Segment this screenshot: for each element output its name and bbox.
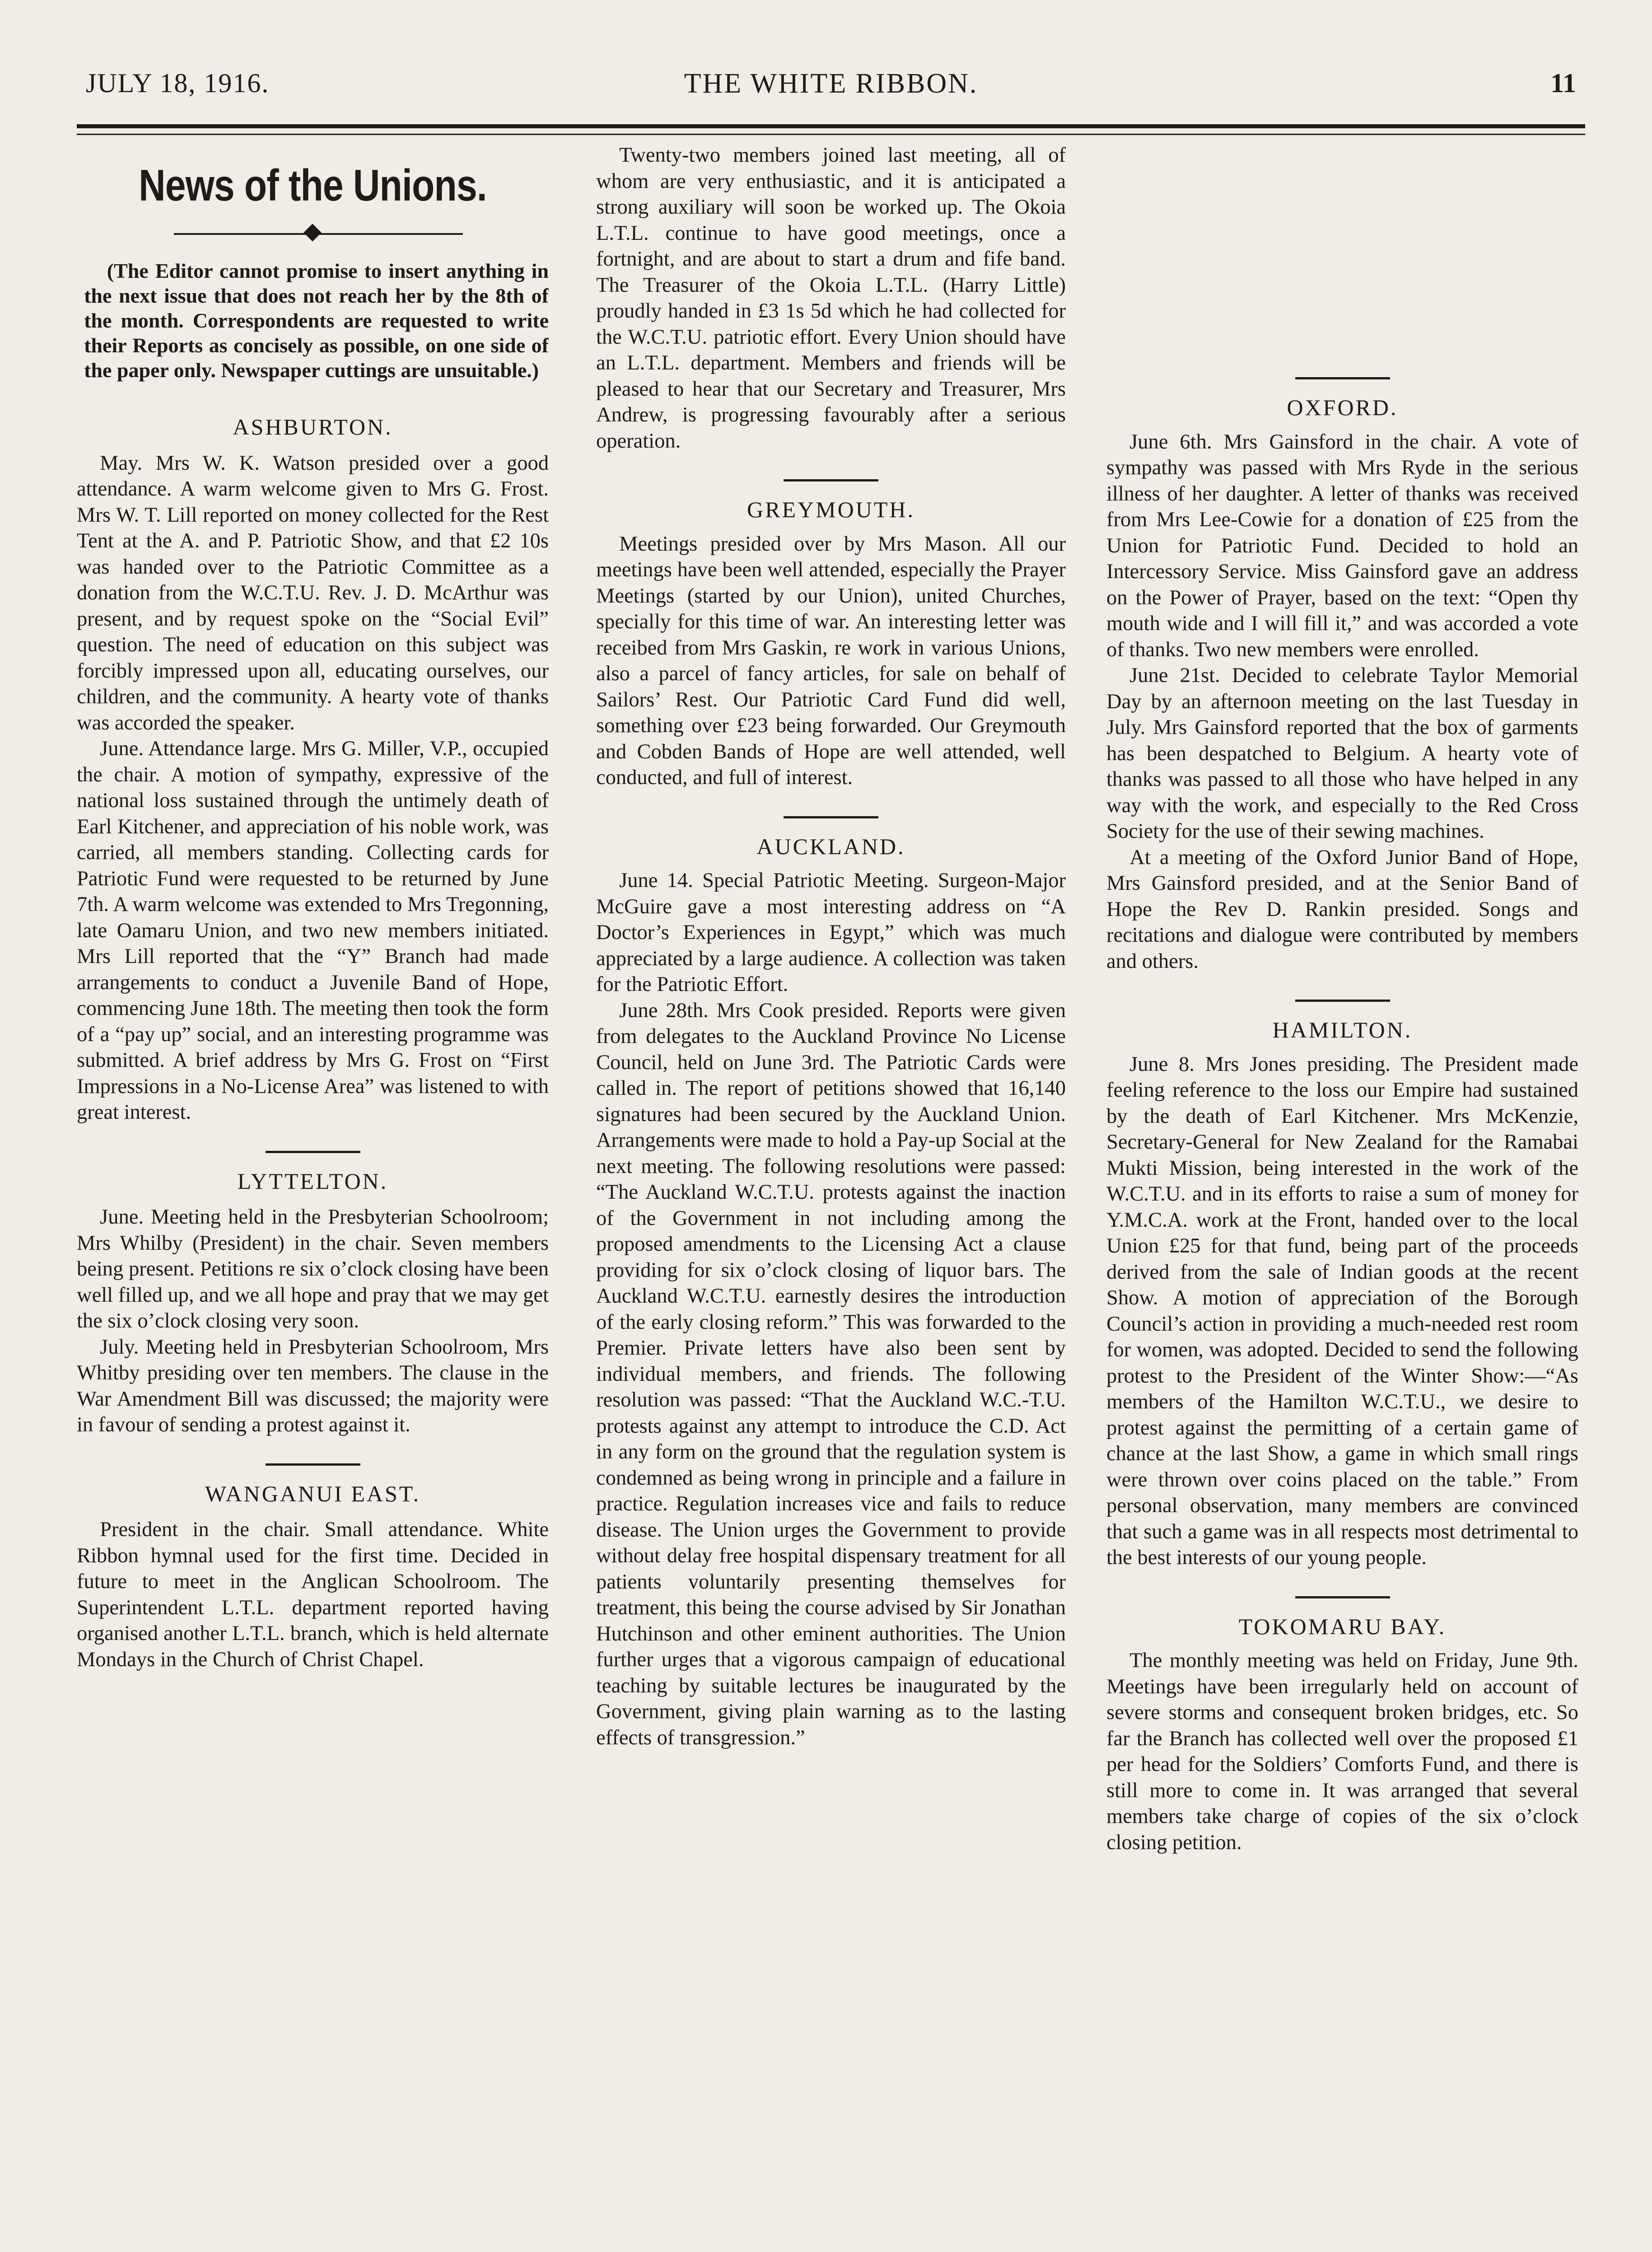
heading-wanganui-east: WANGANUI EAST.: [205, 1481, 421, 1506]
page-header: [86, 68, 1576, 108]
section-divider: [784, 816, 878, 818]
lyttelton-paragraph: June. Meeting held in the Presbyterian Schoolroom; Mrs Whilby (President) in the chair. Seven members being present. Petitions re six o’clock closing have been well filled up, and we all hope and pray that we may get the six o’clock closing very soon.: [77, 1205, 549, 1332]
masthead: THE WHITE RIBBON.: [684, 68, 978, 99]
header-rule-thick: [77, 124, 1585, 128]
editor-note: (The Editor cannot promise to insert anything in the next issue that does not reach her by the 8th of the month. Correspondents are requested to write their Reports as concisely as possible, on one side of the paper only. Newspaper cuttings are unsuitable.): [84, 259, 549, 382]
title-ornament: [77, 225, 549, 243]
auckland-paragraph: June 28th. Mrs Cook presided. Reports were given from delegates to the Auckland Province No License Council, held on June 3rd. The Patriotic Cards were called in. The report of petitions showed that 16,140 signatures had been secured by the Auckland Union. Arrangements were made to hold a Pay-up Social at the next meeting. The following resolutions were passed: “The Auckland W.C.T.U. protests against the inaction of the Government in not including among the proposed amendments to the Licensing Act a clause providing for six o’clock closing of liquor bars. The Auckland W.C.T.U. earnestly desires the introduction of the early closing reform.” This was forwarded to the Premier. Private letters have also been sent by individual members, and friends. The following resolution was passed: “That the Auckland W.C.-T.U. protests against any attempt to introduce the C.D. Act in any form on the ground that the regulation system is condemned as being wrong in principle and a failure in practice. Regulation increases vice and fails to reduce disease. The Union urges the Government to provide without delay free hospital dispensary treatment for all patients voluntarily presenting themselves for treatment, this being the course advised by Sir Jonathan Hutchinson and other eminent authorities. The Union further urges that a vigorous campaign of educational teaching by suitable lectures be inaugurated by the Government, giving plain warning as to the lasting effects of transgression.”: [596, 999, 1066, 1749]
column-3: [1106, 142, 1578, 2220]
ashburton-paragraph: June. Attendance large. Mrs G. Miller, V.P., occupied the chair. A motion of sympathy, expressive of the national loss sustained through the untimely death of Earl Kitchener, and appreciation of his noble work, was carried, all members standing. Collecting cards for Patriotic Fund were requested to be returned by June 7th. A warm welcome was extended to Mrs Tregonning, late Oamaru Union, and two new members initiated. Mrs Lill reported that the “Y” Branch had made arrangements to conduct a Juvenile Band of Hope, commencing June 18th. The meeting then took the form of a “pay up” social, and an interesting programme was submitted. A brief address by Mrs G. Frost on “First Impressions in a No-License Area” was listened to with great interest.: [77, 737, 549, 1124]
oxford-paragraph: June 6th. Mrs Gainsford in the chair. A vote of sympathy was passed with Mrs Ryde in the serious illness of her daughter. A letter of thanks was received from Mrs Lee-Cowie for a donation of £25 from the Union for Patriotic Fund. Decided to hold an Intercessory Service. Miss Gainsford gave an address on the Power of Prayer, based on the text: “Open thy mouth wide and I will fill it,” and was accorded a vote of thanks. Two new members were enrolled.: [1106, 430, 1578, 661]
wanganui-east-paragraph: President in the chair. Small attendance. White Ribbon hymnal used for the first time. Decided in future to meet in the Anglican Schoolroom. The Superintendent L.T.L. department reported having organised another L.T.L. branch, which is held alternate Mondays in the Church of Christ Chapel.: [77, 1518, 549, 1671]
auckland-paragraph: June 14. Special Patriotic Meeting. Surgeon-Major McGuire gave a most interesting address on “A Doctor’s Experiences in Egypt,” which was much appreciated by a large audience. A collection was taken for the Patriotic Effort.: [596, 869, 1066, 996]
ashburton-paragraph: May. Mrs W. K. Watson presided over a good attendance. A warm welcome given to Mrs G. Frost. Mrs W. T. Lill reported on money collected for the Rest Tent at the A. and P. Patriotic Show, and that £2 10s was handed over to the Patriotic Committee as a donation from the W.C.T.U. Rev. J. D. McArthur was present, and by request spoke on the “Social Evil” question. The need of education on this subject was forcibly impressed upon all, educating ourselves, our children, and the community. A hearty vote of thanks was accorded the speaker.: [77, 451, 549, 734]
lyttelton-paragraph: July. Meeting held in Presbyterian Schoolroom, Mrs Whitby presiding over ten members. The clause in the War Amendment Bill was discussed; the majority were in favour of sending a protest against it.: [77, 1335, 549, 1436]
section-divider: [1295, 1000, 1390, 1002]
heading-lyttelton: LYTTELTON.: [237, 1168, 388, 1194]
page-number: 11: [1550, 68, 1576, 98]
wanganui-east-paragraph: Twenty-two members joined last meeting, all of whom are very enthusiastic, and it is anticipated a strong auxiliary will soon be worked up. The Okoia L.T.L. continue to have good meetings, once a fortnight, and are about to start a drum and fife band. The Treasurer of the Okoia L.T.L. (Harry Little) proudly handed in £3 1s 5d which he had collected for the W.C.T.U. patriotic effort. Every Union should have an L.T.L. department. Members and friends will be pleased to hear that our Secretary and Treasurer, Mrs Andrew, is progressing favourably after a serious operation.: [596, 144, 1066, 453]
diamond-icon: [303, 224, 322, 242]
tokomaru-bay-paragraph: The monthly meeting was held on Friday, June 9th. Meetings have been irregularly held on account of severe storms and consequent broken bridges, etc. So far the Branch has collected well over the proposed £1 per head for the Soldiers’ Comforts Fund, and there is still more to come in. It was arranged that several members take charge of copies of the six o’clock closing petition.: [1106, 1649, 1578, 1854]
heading-ashburton: ASHBURTON.: [233, 414, 393, 439]
section-divider: [1295, 1596, 1390, 1598]
heading-oxford: OXFORD.: [1287, 395, 1398, 420]
heading-greymouth: GREYMOUTH.: [747, 497, 915, 522]
header-rule-thin: [77, 134, 1585, 135]
column-2: [596, 142, 1066, 2220]
section-divider: [266, 1151, 360, 1153]
section-divider: [784, 479, 878, 481]
section-divider: [1295, 377, 1390, 379]
oxford-paragraph: June 21st. Decided to celebrate Taylor Memorial Day by an afternoon meeting on the last Tuesday in July. Mrs Gainsford reported that the box of garments has been despatched to Belgium. A hearty vote of thanks was passed to all those who have helped in any way with the work, and especially to the Red Cross Society for the use of their sewing machines.: [1106, 664, 1578, 843]
heading-tokomaru-bay: TOKOMARU BAY.: [1238, 1613, 1447, 1639]
page-title: News of the Unions.: [139, 160, 487, 210]
column-1: [77, 149, 549, 2227]
heading-auckland: AUCKLAND.: [756, 833, 905, 859]
oxford-paragraph: At a meeting of the Oxford Junior Band of Hope, Mrs Gainsford presided, and at the Senior Band of Hope the Rev D. Rankin presided. Songs and recitations and dialogue were contributed by members and others.: [1106, 846, 1578, 973]
greymouth-paragraph: Meetings presided over by Mrs Mason. All our meetings have been well attended, especially the Prayer Meetings (started by our Union), united Churches, specially for this time of war. An interesting letter was receibed from Mrs Gaskin, re work in various Unions, also a parcel of fancy articles, for sale on behalf of Sailors’ Rest. Our Patriotic Card Fund did well, something over £23 being forwarded. Our Greymouth and Cobden Bands of Hope are well attended, well conducted, and full of interest.: [596, 532, 1066, 789]
issue-date: JULY 18, 1916.: [86, 68, 270, 98]
hamilton-paragraph: June 8. Mrs Jones presiding. The President made feeling reference to the loss our Empire had sustained by the death of Earl Kitchener. Mrs McKenzie, Secretary-General for New Zealand for the Ramabai Mukti Mission, being interested in the work of the W.C.T.U. and in its efforts to raise a sum of money for Y.M.C.A. work at the Front, handed over to the local Union £25 for that fund, being part of the proceeds derived from the sale of Indian goods at the recent Show. A motion of appreciation of the Borough Council’s action in providing a much-needed rest room for women, was adopted. Decided to send the following protest to the President of the Winter Show:—“As members of the Hamilton W.C.T.U., we desire to protest against the permitting of a certain game of chance at the last Show, a game in which small rings were thrown over coins placed on the table.” From personal observation, many members are convinced that such a game was in all respects most detrimental to the best interests of our young people.: [1106, 1052, 1578, 1569]
heading-hamilton: HAMILTON.: [1272, 1017, 1413, 1042]
section-divider: [266, 1463, 360, 1466]
